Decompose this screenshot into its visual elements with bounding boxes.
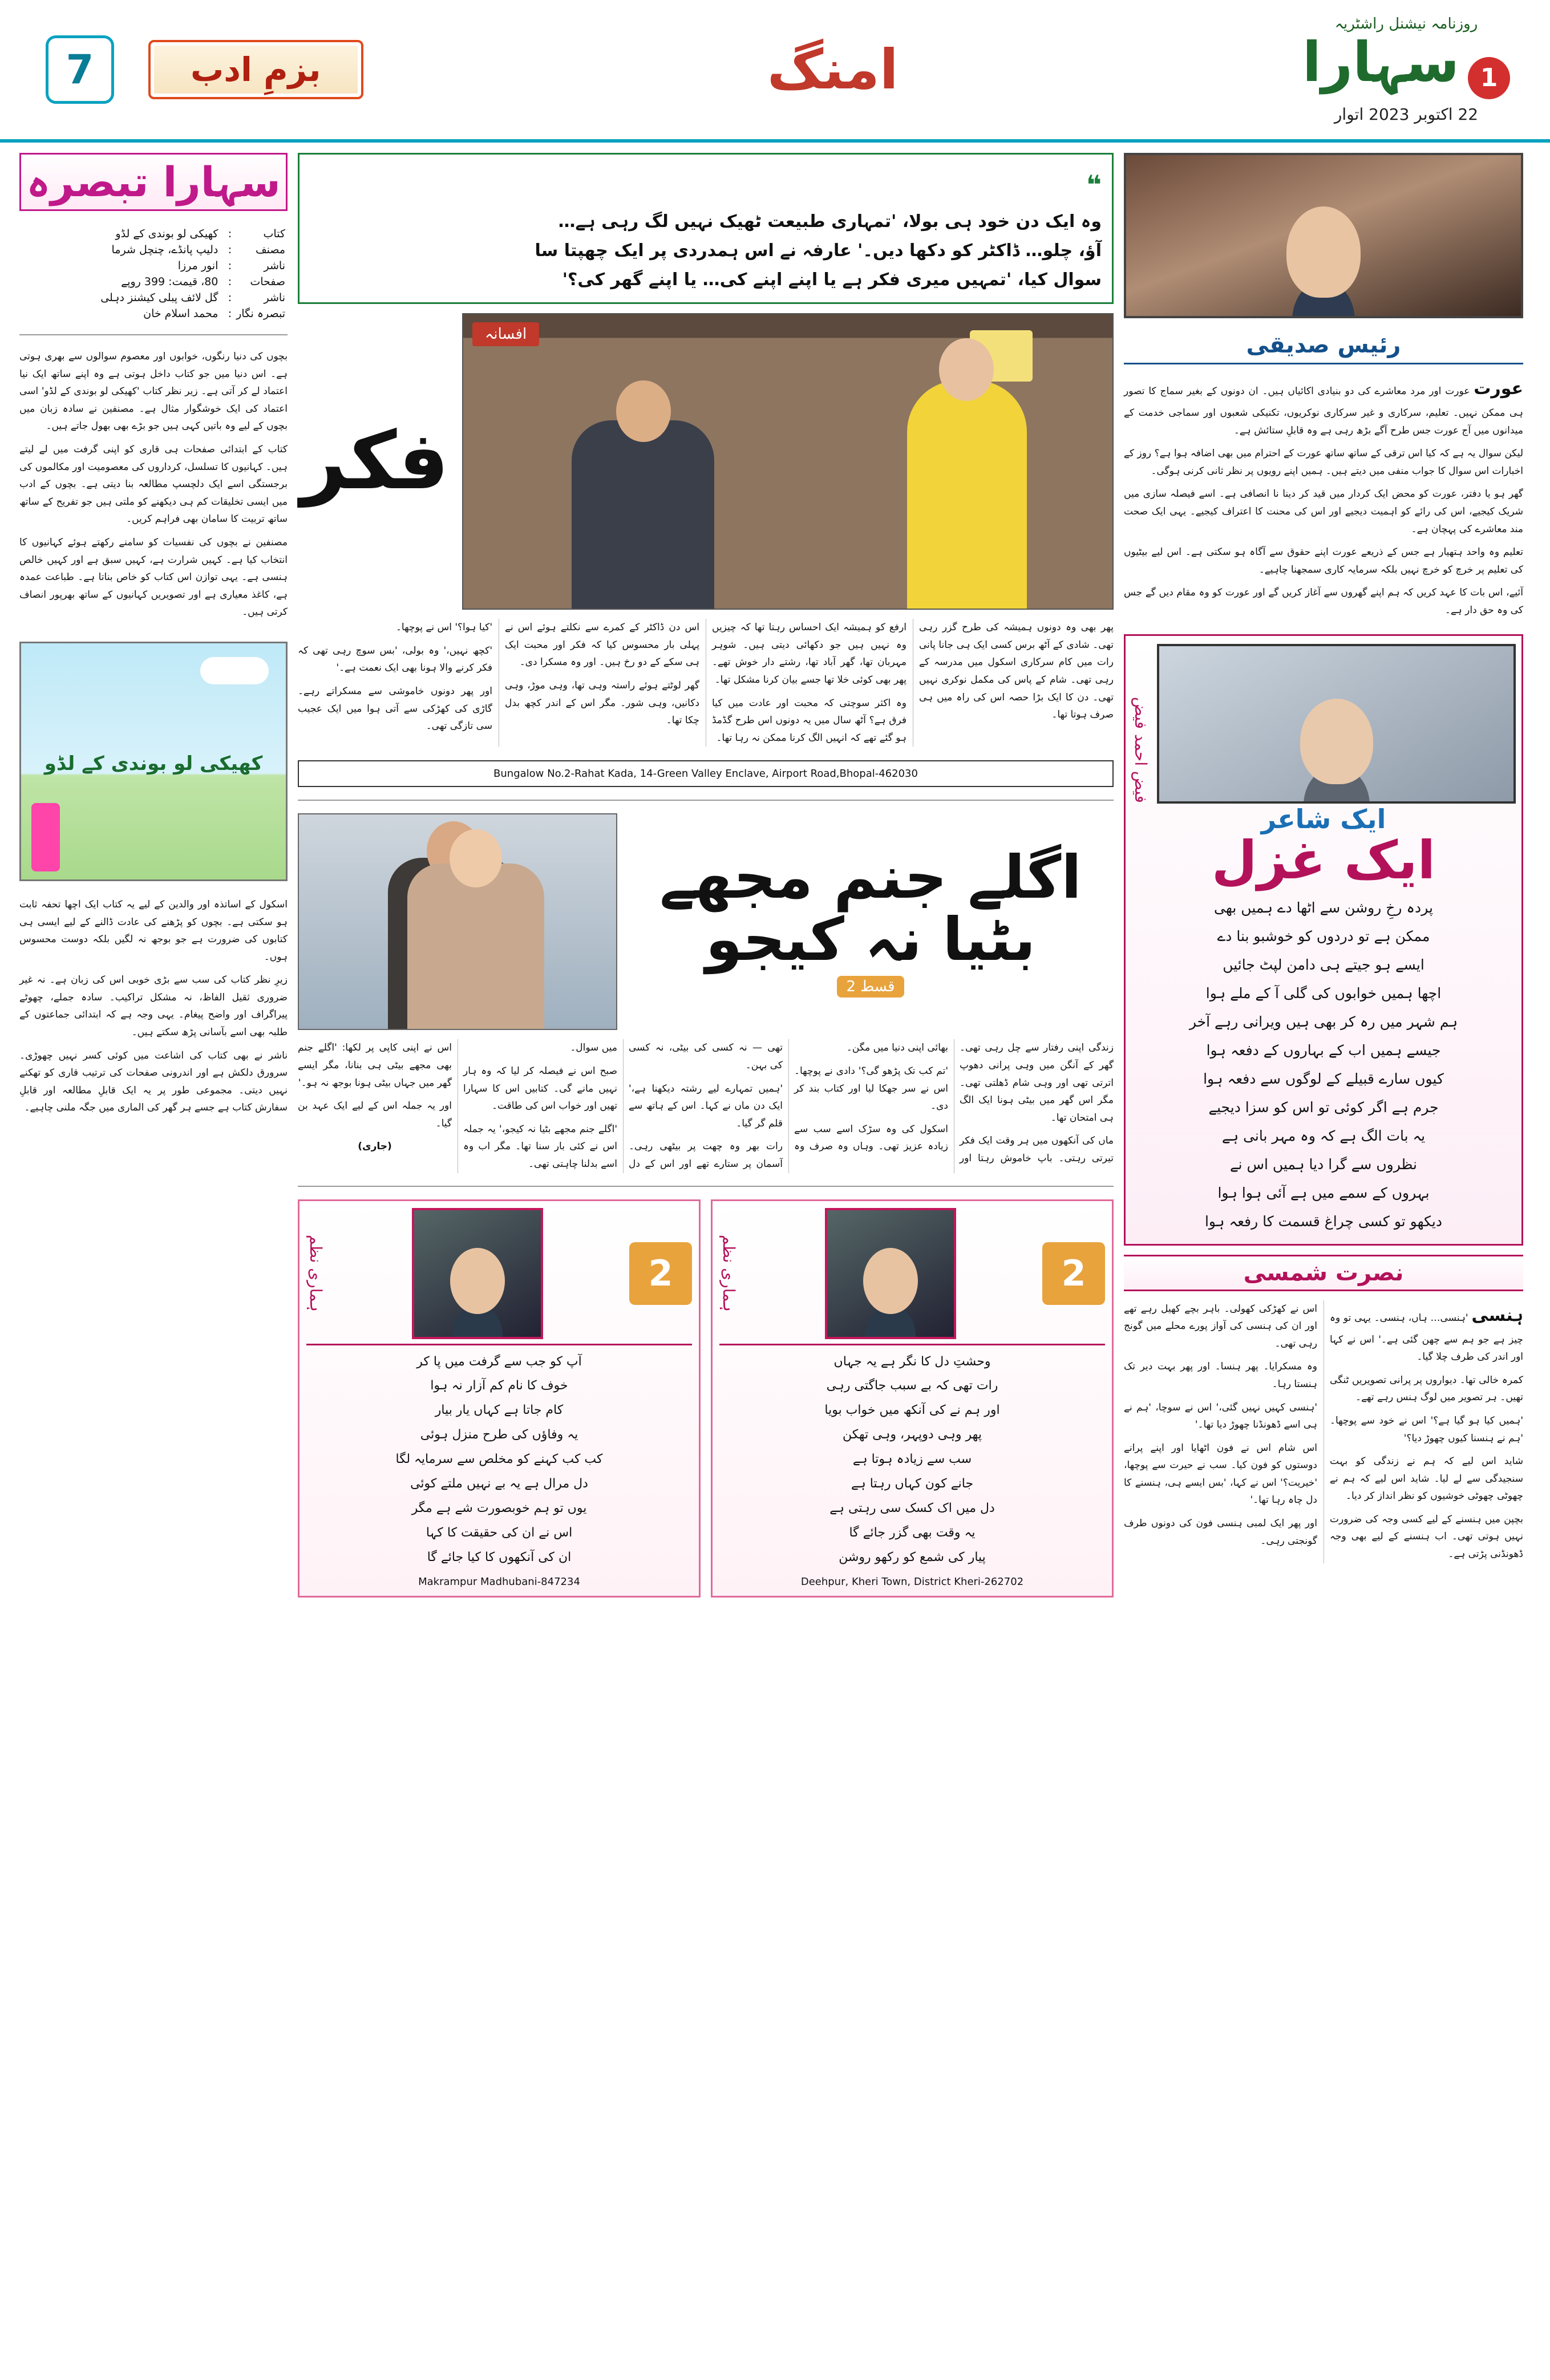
paragraph: اس شام اس نے فون اٹھایا اور اپنے پرانے دوستوں کو فون کیا۔ سب نے حیرت سے پوچھا، 'خیریت؟' اس نے کہا، 'بس ایسے ہی، ہنسنے کا دل چاہ رہا تھا۔' xyxy=(1124,1442,1317,1506)
ghazal-line: دیکھو تو کسی چراغ قسمت کا رفعہ ہوا xyxy=(1204,1213,1442,1230)
poem-card-2 xyxy=(711,1199,1114,1598)
ghazal-line: ہم شہر میں رہ کر بھی ہیں ویرانی رہے آخر xyxy=(1189,1013,1458,1030)
paragraph: لیکن سوال یہ ہے کہ کیا اس ترقی کے ساتھ ساتھ عورت کے احترام میں بھی اضافہ ہوا ہے؟ روز کے اخبارات اس سوال کا جواب منفی میں دیتے ہیں۔ ہمیں اپنے رویوں پر نظر ثانی کرنی ہوگی۔ xyxy=(1124,448,1523,477)
poem-line: پھر وہی دوپہر، وہی تھکن xyxy=(843,1428,982,1442)
paragraph xyxy=(1124,374,1523,439)
story-body xyxy=(298,619,1114,747)
poem-line: رات تھی کہ بے سبب جاگتی رہی xyxy=(826,1378,998,1393)
story-genre-badge: افسانہ xyxy=(472,322,539,346)
paragraph: آئیے، اس بات کا عہد کریں کہ ہم اپنے گھروں سے آغاز کریں گے اور عورت کو وہ مقام دیں گے جس کی وہ حق دار ہے۔ xyxy=(1124,587,1523,616)
meta-value: دلیپ پانڈے، چنچل شرما xyxy=(111,244,218,256)
review-column xyxy=(19,153,288,2344)
quote-line: آؤ، چلو… ڈاکٹر کو دکھا دیں۔' عارفہ نے اس ہمدردی پر ایک چھپتا سا xyxy=(535,241,1102,261)
poem-line: کام جاتا ہے کہاں یار بیار xyxy=(435,1403,564,1418)
paragraph: اور یہ جملہ اس کے لیے ایک عہد بن گیا۔ xyxy=(298,1100,452,1129)
poem-card-1 xyxy=(298,1199,701,1598)
novel-body xyxy=(298,1039,1114,1173)
paragraph: اس دن ڈاکٹر کے کمرے سے نکلتے ہوئے اس نے پہلی بار محسوس کیا کہ فکر اور محبت ایک ہی سکے کے دو رخ ہیں۔ اور وہ مسکرا دی۔ xyxy=(505,622,699,668)
novel-photo-wrap xyxy=(298,813,617,1030)
paragraph: اور پھر دونوں خاموشی سے مسکراتے رہے۔ گاڑی کی کھڑکی سے آتی ہوا میں ایک عجیب سی تازگی تھی۔ xyxy=(298,685,492,732)
paper-name: سہارا xyxy=(1302,30,1459,94)
paragraph: زندگی اپنی رفتار سے چل رہی تھی۔ گھر کے آنگن میں وہی پرانی دھوپ اترتی تھی اور وہی شام ڈھلتی تھی۔ مگر اس گھر میں بیٹی ہونا ایک الگ ہی امتحان تھا۔ xyxy=(960,1042,1114,1124)
ghazal-line: نظروں سے گرا دیا ہمیں اس نے xyxy=(1229,1155,1418,1173)
story-pull-quote xyxy=(298,153,1114,304)
author-address: Bungalow No.2-Rahat Kada, 14-Green Valley Enclave, Airport Road,Bhopal-462030 xyxy=(298,760,1114,787)
ghazal-line: جرم ہے اگر کوئی تو اس کو سزا دیجیے xyxy=(1208,1098,1439,1116)
paragraph: شاید اس لیے کہ ہم نے زندگی کو بہت سنجیدگی سے لے لیا۔ شاید اس لیے کہ ہم نے چھوٹی چھوٹی خوشیوں کو نظر انداز کر دیا۔ xyxy=(1330,1455,1523,1502)
poem-line: یہ وفاؤں کی طرح منزل ہوئی xyxy=(420,1428,578,1442)
poem-lines xyxy=(719,1350,1105,1570)
paper-badge: 1 xyxy=(1468,57,1510,99)
table-row xyxy=(19,274,288,290)
article-lead-text: عورت اور مرد معاشرے کی دو بنیادی اکائیاں ہیں۔ ان دونوں کے بغیر سماج کا تصور ہی ممکن نہیں۔ تعلیم، سرکاری و غیر سرکاری نوکریوں، تکنیکی شعبوں اور سماجی خدمت کے میدانوں میں آج عورت جس طرح آگے بڑھ رہی ہے وہ قابلِ ستائش ہے۔ xyxy=(1124,386,1523,436)
meta-key: مصنف xyxy=(255,244,285,256)
section-banner: بزمِ ادب xyxy=(148,40,363,99)
poem-line: وحشتِ دل کا نگر ہے یہ جہاں xyxy=(833,1354,991,1369)
story-title: فکر xyxy=(300,415,450,508)
poet-feature xyxy=(1124,634,1523,1246)
book-cover-image xyxy=(19,642,288,881)
ghazal-line: یہ بات الگ ہے کہ وہ مہر بانی ہے xyxy=(1221,1127,1426,1144)
meta-colon: : xyxy=(228,291,232,304)
man-figure xyxy=(572,420,714,609)
paragraph xyxy=(1330,1300,1523,1366)
meta-colon: : xyxy=(228,275,232,288)
ghazal-line: جیسے ہمیں اب کے بہاروں کے دفعہ ہوا xyxy=(1206,1041,1441,1059)
poem-line: جانے کون کہاں رہتا ہے xyxy=(851,1476,974,1491)
paragraph: زیرِ نظر کتاب کی سب سے بڑی خوبی اس کی زبان ہے۔ نہ غیر ضروری ثقیل الفاظ، نہ مشکل تراکیب۔ سادہ جملے، چھوٹے پیراگراف اور واضح پیغام۔ یہی وجہ ہے کہ ابتدائی جماعتوں کے طلبہ بھی اسے بآسانی پڑھ سکتے ہیں۔ xyxy=(19,974,288,1039)
paragraph: پھر بھی وہ دونوں ہمیشہ کی طرح گزر رہی تھی۔ شادی کے آٹھ برس کسی ایک ہی جانا پانی رات میں کام سرکاری اسکول میں مدرسہ کے رہی تھی۔ شام کے پاس کی مکمل نوکری نہیں تھی۔ دن کا ایک بڑا حصہ اس کی راہ میں ہی صرف ہوتا تھا۔ xyxy=(919,622,1114,721)
poems-row xyxy=(298,1199,1114,1598)
paragraph: اس نے اپنی کاپی پر لکھا: 'اگلے جنم بھی مجھے بیٹی ہی بنانا، مگر ایسے گھر میں جہاں بیٹی ہونا بوجھ نہ ہو۔' xyxy=(298,1042,452,1089)
poet-feature-label-1: ایک شاعر xyxy=(1261,803,1386,834)
paragraph: گھر ہو یا دفتر، عورت کو محض ایک کردار میں قید کر دینا نا انصافی ہے۔ اسے فیصلہ سازی میں شریک کیجیے، اس کی رائے کو اہمیت دیجیے اور اس کی محنت کا اعتراف کیجیے۔ یہی ایک صحت مند معاشرے کی پہچان ہے۔ xyxy=(1124,488,1523,535)
paragraph: بچوں کی دنیا رنگوں، خوابوں اور معصوم سوالوں سے بھری ہوتی ہے۔ اس دنیا میں جو کتاب داخل ہوتی ہے وہ اپنے ساتھ ایک نیا اعتماد لے کر آتی ہے۔ زیر نظر کتاب 'کھیکی لو بوندی کے لڈو' اسی اعتماد کی ایک خوشگوار مثال ہے۔ مصنفین نے سادہ زبان میں بچوں کے لیے وہ باتیں کہی ہیں جو بڑے بھی بھول جاتے ہیں۔ xyxy=(19,351,288,432)
meta-key: کتاب xyxy=(263,228,285,240)
paragraph: گھر لوٹتے ہوئے راستہ وہی تھا، وہی موڑ، وہی دکانیں، وہی شور۔ مگر اس کے اندر کچھ بدل چکا تھا۔ xyxy=(505,679,699,727)
poet-head xyxy=(1131,644,1516,804)
woman-figure xyxy=(407,863,544,1029)
ghazal-heading xyxy=(1131,803,1516,891)
issue-date: 22 اکتوبر 2023 اتوار xyxy=(1334,105,1479,124)
paragraph: ناشر نے بھی کتاب کی اشاعت میں کوئی کسر نہیں چھوڑی۔ سرورق دلکش ہے اور اندرونی صفحات کی ترتیب قاری کو تھکنے نہیں دیتی۔ مجموعی طور پر یہ ایک قابلِ مطالعہ اور قابلِ سفارش کتاب ہے جسے ہر گھر کی الماری میں جگہ ملنی چاہیے۔ xyxy=(19,1049,288,1114)
poem-line: اس نے ان کی حقیقت کا کہا xyxy=(426,1525,573,1540)
paragraph: 'تم کب تک پڑھو گی؟' دادی نے پوچھا۔ اس نے سر جھکا لیا اور کتاب بند کر دی۔ xyxy=(794,1065,948,1112)
review-body-part2 xyxy=(19,896,288,1122)
paragraph: 'کیا ہوا؟' اس نے پوچھا۔ xyxy=(395,622,492,634)
paragraph: کمرہ خالی تھا۔ دیواروں پر پرانی تصویریں ٹنگی تھیں۔ ہر تصویر میں لوگ ہنس رہے تھے۔ xyxy=(1330,1374,1523,1404)
meta-key: صفحات xyxy=(250,275,285,288)
short-story-body xyxy=(1124,1300,1523,1563)
columnist-name: رئیس صدیقی xyxy=(1124,327,1523,364)
ghazal-line: اچھا ہمیں خوابوں کی گلی آ کے ملے ہوا xyxy=(1205,984,1442,1002)
page-content xyxy=(0,143,1550,2361)
paragraph: تعلیم وہ واحد ہتھیار ہے جس کے ذریعے عورت اپنے حقوق سے آگاہ ہو سکتی ہے۔ اس لیے بیٹیوں کی تعلیم پر خرچ کو خرچ نہیں بلکہ سرمایہ کاری سمجھنا چاہیے۔ xyxy=(1124,546,1523,575)
paragraph: اسکول کے اساتذہ اور والدین کے لیے یہ کتاب ایک اچھا تحفہ ثابت ہو سکتی ہے۔ بچوں کو پڑھنے کی عادت ڈالنے کے لیے ایسی ہی کتابوں کی ضرورت ہے جو بوجھ نہ لگیں بلکہ دوست محسوس ہوں۔ xyxy=(19,898,288,963)
table-row xyxy=(19,290,288,306)
poem-number-badge: 2 xyxy=(1042,1242,1105,1305)
novel-photo xyxy=(298,813,617,1030)
side-column xyxy=(1124,153,1523,2344)
meta-key: تبصرہ نگار xyxy=(236,307,285,320)
ghazal-line: کیوں سارے قبیلے کے لوگوں سے دفعہ ہوا xyxy=(1203,1070,1444,1087)
paper-logo xyxy=(1302,15,1510,124)
paragraph: اسکول کی وہ سڑک اسے سب سے زیادہ عزیز تھی۔ وہاں وہ صرف وہ تھی — نہ کسی کی بیٹی، نہ کسی کی بہن۔ xyxy=(629,1042,948,1153)
novel-episode-wrap xyxy=(628,976,1114,998)
novel-header xyxy=(298,813,1114,1030)
story-photo xyxy=(462,313,1114,610)
table-row xyxy=(19,306,288,322)
poet-photo xyxy=(1157,644,1516,804)
poem-head xyxy=(306,1208,692,1339)
poem-address: Deehpur, Kheri Town, District Kheri-262702 xyxy=(800,1575,1024,1588)
meta-value: کھیکی لو بوندی کے لڈو xyxy=(115,228,218,240)
meta-colon: : xyxy=(228,307,232,320)
short-story-author: نصرت شمسی xyxy=(1124,1255,1523,1291)
poem-line: سب سے زیادہ ہوتا ہے xyxy=(852,1452,972,1467)
paragraph: 'اگلے جنم مجھے بٹیا نہ کیجو،' یہ جملہ اس نے کئی بار سنا تھا۔ مگر اب وہ اسے بدلنا چاہتی تھی۔ xyxy=(463,1123,617,1170)
main-column xyxy=(298,153,1114,2344)
woman-figure xyxy=(907,380,1027,609)
table-row xyxy=(19,226,288,242)
story-photo-wrap xyxy=(462,313,1114,610)
meta-colon: : xyxy=(228,228,232,240)
review-body-part1 xyxy=(19,348,288,627)
ghazal-line: بہروں کے سمے میں ہے آئی ہوا ہوا xyxy=(1217,1184,1430,1201)
meta-value: گل لائف پبلی کیشنز دہلی xyxy=(100,291,218,304)
poem-line: یہ وقت بھی گزر جائے گا xyxy=(849,1525,976,1540)
short-story-lead: 'ہنسی… ہاں، ہنسی۔ یہی تو وہ چیز ہے جو ہم سے چھن گئی ہے۔' اس نے کہا اور اندر کی طرف چلا گیا۔ xyxy=(1330,1312,1523,1363)
poem-line: کب کب کہنے کو مخلص سے سرمایہ لگا xyxy=(395,1452,603,1467)
ghazal-lines xyxy=(1131,894,1516,1236)
poem-line: دل میں اک کسک سی رہتی ہے xyxy=(829,1501,995,1515)
poem-line: پیار کی شمع کو رکھو روشن xyxy=(839,1550,986,1564)
divider xyxy=(298,800,1114,801)
supplement-logo: امنگ xyxy=(767,38,899,102)
novel-continued: (جاری) xyxy=(358,1141,392,1153)
divider xyxy=(298,1186,1114,1187)
cloud-shape xyxy=(200,657,269,684)
poem-author-photo xyxy=(412,1208,543,1339)
meta-colon: : xyxy=(228,244,232,256)
meta-value: محمد اسلام خان xyxy=(143,307,218,320)
short-story-title: ہنسی xyxy=(1471,1305,1524,1325)
paragraph: رات بھر وہ چھت پر بیٹھی رہی۔ آسمان پر ستارے تھے اور اس کے دل میں سوال۔ xyxy=(570,1042,783,1170)
article-lead-word: عورت xyxy=(1474,379,1523,399)
paragraph: وہ مسکرایا۔ پھر ہنسا۔ اور پھر بہت دیر تک ہنستا رہا۔ xyxy=(1124,1361,1317,1390)
book-cover-title: کھیکی لو بوندی کے لڈو xyxy=(44,752,263,776)
paragraph: 'ہمیں کیا ہو گیا ہے؟' اس نے خود سے پوچھا۔ 'ہم نے ہنسنا کیوں چھوڑ دیا؟' xyxy=(1330,1414,1523,1444)
poem-number-badge: 2 xyxy=(629,1242,692,1305)
paragraph: صبح اس نے فیصلہ کر لیا کہ وہ ہار نہیں مانے گی۔ کتابیں اس کا سہارا تھیں اور خواب اس کی طاقت۔ xyxy=(463,1065,617,1112)
novel-title-wrap xyxy=(628,842,1114,997)
poem-line: یوں تو ہم خوبصورت شے ہے مگر xyxy=(411,1501,587,1515)
poem-author-photo xyxy=(825,1208,956,1339)
poem-line: اور ہم نے کی آنکھ میں خواب بویا xyxy=(824,1403,1000,1418)
meta-key: ناشر xyxy=(264,291,285,304)
meta-key: ناشر xyxy=(264,260,285,272)
quote-line: سوال کیا، 'تمہیں میری فکر ہے یا اپنے اپنے کی… یا اپنے گھر کی؟' xyxy=(562,270,1102,290)
poem-side-label: ہماری نظم xyxy=(719,1235,738,1312)
paragraph: وہ اکثر سوچتی کہ محبت اور عادت میں کیا فرق ہے؟ آٹھ سال میں یہ دونوں اس طرح گڈمڈ ہو گئے تھے کہ انہیں الگ کرنا ممکن نہ رہا تھا۔ xyxy=(712,697,906,744)
meta-value: انور مرزا xyxy=(177,260,218,272)
ghazal-line: پردہ رخِ روشن سے اٹھا دے ہمیں بھی xyxy=(1214,899,1433,916)
divider xyxy=(306,1344,692,1345)
columnist-photo xyxy=(1124,153,1523,318)
poem-line: دل مرال ہے یہ بے نہیں ملتے کوئی xyxy=(410,1476,588,1491)
paragraph: ارفع کو ہمیشہ ایک احساس رہتا تھا کہ چیزیں وہ نہیں ہیں جو دکھائی دیتی ہیں۔ شوہر مہربان تھا، گھر آباد تھا، رشتے دار خوش تھے۔ پھر بھی کوئی خلا تھا جسے بیان کرنا مشکل تھا۔ xyxy=(712,622,906,686)
paragraph: 'ہمیں تمہارے لیے رشتہ دیکھنا ہے،' ایک دن ماں نے کہا۔ اس کے ہاتھ سے قلم گر گیا۔ xyxy=(629,1082,783,1129)
poem-side-label: ہماری نظم xyxy=(306,1235,325,1312)
divider xyxy=(719,1344,1105,1345)
paragraph: 'کچھ نہیں،' وہ بولی، 'بس سوچ رہی تھی کہ فکر کرنے والا ہونا بھی ایک نعمت ہے۔' xyxy=(298,644,492,674)
paragraph: مصنفین نے بچوں کی نفسیات کو سامنے رکھتے ہوئے کہانیوں کا انتخاب کیا ہے۔ کہیں شرارت ہے، کہیں سبق ہے اور کہیں خالص ہنسی ہے۔ یہی توازن اس کتاب کو خاص بناتا ہے۔ طباعت عمدہ ہے، کاغذ معیاری ہے اور تصویریں کہانیوں کے ساتھ بھرپور انصاف کرتی ہیں۔ xyxy=(19,536,288,618)
meta-colon: : xyxy=(228,260,232,272)
quote-line: وہ ایک دن خود ہی بولا، 'تمہاری طبیعت ٹھیک نہیں لگ رہی ہے… xyxy=(558,212,1102,232)
story-header xyxy=(298,313,1114,610)
paragraph: ماں کی آنکھوں میں ہر وقت ایک فکر تیرتی رہتی۔ باپ خاموش رہتا اور بھائی اپنی دنیا میں مگن۔ xyxy=(846,1042,1114,1164)
poet-side-label: فیض احمد فیض xyxy=(1131,697,1150,804)
story-title-wrap xyxy=(298,313,452,610)
masthead xyxy=(0,0,1550,143)
paragraph: اس نے کھڑکی کھولی۔ باہر بچے کھیل رہے تھے اور ان کی ہنسی کی آواز پورے محلے میں گونج رہی تھی۔ xyxy=(1124,1303,1317,1349)
paragraph: بچپن میں ہنسنے کے لیے کسی وجہ کی ضرورت نہیں ہوتی تھی۔ اب ہنسنے کے لیے بھی وجہ ڈھونڈنی پڑتی ہے۔ xyxy=(1330,1513,1523,1560)
poem-head xyxy=(719,1208,1105,1339)
kid-shape xyxy=(31,803,60,871)
poem-line: خوف کا نام کم آزار نہ ہوا xyxy=(430,1378,568,1393)
novel-title: اگلے جنم مجھے بٹیا نہ کیجو xyxy=(659,842,1082,975)
meta-value: 80، قیمت: 399 روپے xyxy=(121,275,218,288)
paragraph: اور پھر ایک لمبی ہنسی فون کی دونوں طرف گونجتی رہی۔ xyxy=(1124,1518,1317,1547)
table-row xyxy=(19,242,288,258)
paper-top-line: روزنامہ نیشنل راشٹریہ xyxy=(1334,15,1478,33)
poet-feature-label-2: ایک غزل xyxy=(1211,829,1436,891)
divider xyxy=(19,334,288,335)
page-number: 7 xyxy=(46,35,114,104)
columnist-article xyxy=(1124,374,1523,625)
review-title: سہارا تبصرہ xyxy=(19,153,288,211)
poem-address: Makrampur Madhubani-847234 xyxy=(418,1575,580,1588)
paragraph: کتاب کے ابتدائی صفحات ہی قاری کو اپنی گرفت میں لے لیتے ہیں۔ کہانیوں کا تسلسل، کرداروں کی معصومیت اور مکالموں کی برجستگی اسے ایک دلچسپ مطالعہ بنا دیتی ہے۔ بچوں کے ادب میں ایسی تخلیقات کم ہی دیکھنے کو ملتی ہیں جو تفریح کے ساتھ ساتھ تربیت کا سامان بھی فراہم کریں۔ xyxy=(19,443,288,525)
poem-line: آپ کو جب سے گرفت میں پا کر xyxy=(416,1354,582,1369)
quote-mark-icon: ❝ xyxy=(1086,169,1102,200)
episode-badge: قسط 2 xyxy=(837,976,904,998)
poet-photo-wrap xyxy=(1157,644,1516,804)
ghazal-line: ممکن ہے تو دردوں کو خوشبو بنا دے xyxy=(1217,927,1430,944)
ghazal-line: ایسے ہو جیتے ہی دامن لپٹ جائیں xyxy=(1223,956,1424,973)
table-row xyxy=(19,258,288,274)
review-meta-table xyxy=(19,226,288,322)
poem-line: ان کی آنکھوں کا کیا جائے گا xyxy=(427,1550,572,1564)
paragraph: 'ہنسی کہیں نہیں گئی،' اس نے سوچا، 'ہم نے ہی اسے ڈھونڈنا چھوڑ دیا تھا۔' xyxy=(1124,1401,1317,1431)
poem-lines xyxy=(306,1350,692,1570)
